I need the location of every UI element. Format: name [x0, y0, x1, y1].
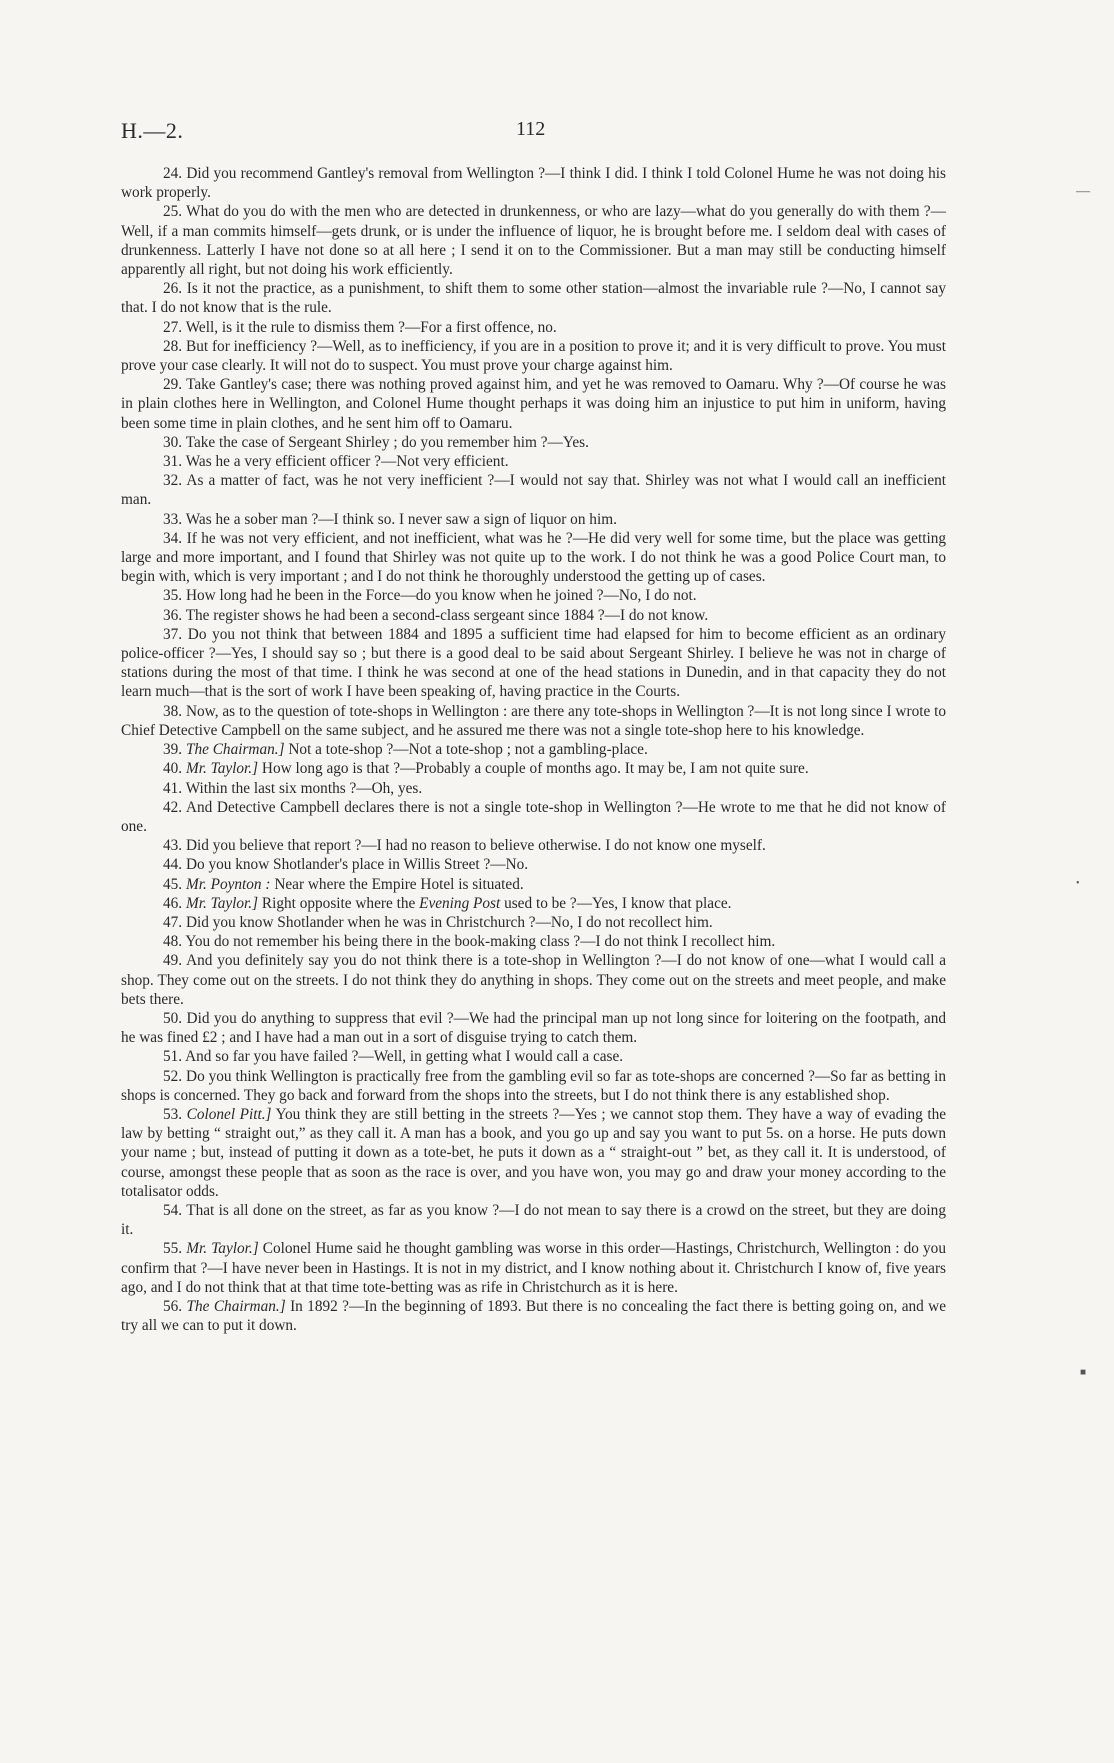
- testimony-paragraph: [121, 202, 946, 279]
- paragraph-text: Did you do anything to suppress that evil ?—We had the principal man up not long since for loitering on the footpath, and he was fined £2 ; and I have had a man out in a sort of disguise trying to catch them.: [121, 1009, 947, 1047]
- testimony-paragraph: [121, 855, 946, 874]
- testimony-paragraph: [121, 433, 946, 452]
- paragraph-text: Is it not the practice, as a punishment, to shift them to some other station—almost the invariable rule ?—No, I cannot say that. I do not know that is the rule.: [121, 280, 946, 317]
- testimony-paragraph: [121, 1297, 946, 1335]
- testimony-paragraph: [121, 702, 946, 740]
- question-number: 52.: [163, 1067, 183, 1085]
- speaker-name: Mr. Taylor.]: [185, 760, 259, 778]
- paragraph-text: Do you think Wellington is practically free from the gambling evil so far as tote-shops are concerned ?—So far as betting in shops is concerned. They go back and forward from the shops into the streets, but I do not think there is any established shop.: [121, 1067, 946, 1104]
- testimony-paragraph: [121, 452, 946, 471]
- paragraph-text: But for inefficiency ?—Well, as to inefficiency, if you are in a position to prove it; and it is very difficult to prove. You must prove your case clearly. It will not do to suspect. You must prove your charge against him.: [121, 337, 946, 375]
- italic-title: Evening Post: [419, 894, 501, 912]
- paragraph-text: Do you not think that between 1884 and 1895 a sufficient time had elapsed for him to become efficient as an ordinary police-officer ?—Yes, I should say so ; but there is a good deal to be said about Sergeant Shirley. I believe he was not in charge of stations during the most of that time. I think he was second at one of the head stations in Dunedin, and in that capacity they do not learn much—that is the sort of work I have been speaking of, having practice in the Courts.: [121, 625, 946, 701]
- testimony-paragraph: [121, 759, 946, 778]
- question-number: 33.: [163, 510, 183, 528]
- question-number: 54.: [163, 1201, 183, 1219]
- question-number: 31.: [163, 453, 183, 471]
- question-number: 46.: [163, 894, 183, 912]
- question-number: 42.: [163, 798, 183, 816]
- paragraph-text: You do not remember his being there in the book-making class ?—I do not think I recollect him.: [185, 933, 776, 951]
- paragraph-text: Did you know Shotlander when he was in Christchurch ?—No, I do not recollect him.: [185, 913, 713, 931]
- question-number: 49.: [163, 952, 183, 970]
- paragraph-text: As a matter of fact, was he not very inefficient ?—I would not say that. Shirley was not what I would call an inefficient man.: [121, 472, 947, 509]
- testimony-paragraph: [121, 625, 946, 702]
- question-number: 36.: [163, 606, 183, 624]
- question-number: 37.: [163, 625, 183, 643]
- margin-mark: •: [1076, 878, 1080, 889]
- paragraph-text: In 1892 ?—In the beginning of 1893. But there is no concealing the fact there is betting going on, and we try all we can to put it down.: [121, 1297, 947, 1335]
- question-number: 38.: [163, 702, 183, 720]
- testimony-paragraph: [121, 951, 946, 1009]
- speaker-name: Colonel Pitt.]: [186, 1105, 272, 1123]
- question-number: 25.: [163, 203, 183, 221]
- paragraph-text: Was he a very efficient officer ?—Not very efficient.: [185, 453, 509, 471]
- question-number: 34.: [163, 529, 183, 547]
- question-number: 51.: [163, 1048, 183, 1066]
- question-number: 55.: [163, 1240, 183, 1258]
- testimony-paragraph: [121, 279, 946, 317]
- speaker-name: Mr. Taylor.]: [186, 1240, 259, 1258]
- question-number: 41.: [163, 779, 183, 797]
- testimony-paragraph: [121, 875, 946, 894]
- testimony-paragraph: [121, 318, 946, 337]
- paragraph-text: And so far you have failed ?—Well, in getting what I would call a case.: [185, 1048, 624, 1066]
- testimony-paragraph: [121, 337, 946, 375]
- testimony-paragraph: [121, 798, 946, 836]
- testimony-paragraph: [121, 779, 946, 798]
- speaker-name: The Chairman.]: [186, 1297, 286, 1315]
- paragraph-text: Now, as to the question of tote-shops in Wellington : are there any tote-shops in Wellington ?—It is not long since I wrote to Chief Detective Campbell on the same subject, and he assured me there was not a single tote-shop here to his knowledge.: [121, 702, 946, 739]
- paragraph-text: Take the case of Sergeant Shirley ; do you remember him ?—Yes.: [185, 433, 589, 451]
- testimony-paragraph: [121, 606, 946, 625]
- paragraph-text: Not a tote-shop ?—Not a tote-shop ; not a gambling-place.: [288, 741, 648, 759]
- testimony-paragraph: [121, 1239, 946, 1297]
- testimony-paragraph: [121, 894, 946, 913]
- paragraph-text: Within the last six months ?—Oh, yes.: [185, 779, 423, 797]
- paragraph-text: Well, is it the rule to dismiss them ?—For a first offence, no.: [185, 318, 557, 336]
- question-number: 35.: [163, 587, 183, 605]
- question-number: 56.: [163, 1297, 183, 1315]
- question-number: 47.: [163, 913, 183, 931]
- testimony-paragraph: [121, 586, 946, 605]
- testimony-paragraph: [121, 510, 946, 529]
- testimony-paragraph: [121, 1067, 946, 1105]
- question-number: 30.: [163, 433, 183, 451]
- margin-mark: ■: [1080, 1367, 1087, 1378]
- testimony-body: [121, 164, 946, 1335]
- paragraph-text: Do you know Shotlander's place in Willis Street ?—No.: [185, 856, 529, 874]
- question-number: 45.: [163, 875, 183, 893]
- paragraph-text: And Detective Campbell declares there is not a single tote-shop in Wellington ?—He wrote to me that he did not know of one.: [121, 798, 946, 835]
- testimony-paragraph: [121, 836, 946, 855]
- question-number: 28.: [163, 337, 183, 355]
- paragraph-text: What do you do with the men who are detected in drunkenness, or who are lazy—what do you generally do with them ?—Well, if a man commits himself—gets drunk, or is under the influence of liquor, he is brought before me. I seldom deal with cases of drunkenness. Latterly I have not done so at all here ; I send it on to the Commissioner. But a man may still be conducting himself apparently all right, but not doing his work efficiently.: [121, 203, 946, 279]
- paragraph-text: That is all done on the street, as far as you know ?—I do not mean to say there is a crowd on the street, but they are doing it.: [121, 1201, 946, 1239]
- margin-mark: —: [1076, 184, 1090, 199]
- question-number: 44.: [163, 856, 183, 874]
- question-number: 26.: [163, 280, 183, 298]
- question-number: 32.: [163, 472, 183, 490]
- testimony-paragraph: [121, 164, 946, 202]
- paragraph-text: Did you recommend Gantley's removal from Wellington ?—I think I did. I think I told Colonel Hume he was not doing his work properly.: [121, 165, 946, 202]
- paragraph-text: The register shows he had been a second-class sergeant since 1884 ?—I do not know.: [185, 606, 709, 624]
- paragraph-text: Right opposite where the: [261, 894, 420, 912]
- paragraph-text: You think they are still betting in the streets ?—Yes ; we cannot stop them. They have a way of evading the law by betting “ straight out,” as they call it. A man has a book, and you go up and say you want to put 5s. on a horse. He puts down your name ; but, instead of putting it down as a tote-bet, he puts it down as a “ straight-out ” bet, as they call it. It is understood, of course, amongst these people that as soon as the race is over, and you have won, you may go and draw your money according to the totalisator odds.: [121, 1105, 947, 1200]
- testimony-paragraph: [121, 529, 946, 587]
- testimony-paragraph: [121, 1009, 946, 1047]
- question-number: 43.: [163, 837, 183, 855]
- paragraph-text: Near where the Empire Hotel is situated.: [274, 875, 524, 893]
- question-number: 39.: [163, 741, 183, 759]
- testimony-paragraph: [121, 375, 946, 433]
- question-number: 50.: [163, 1009, 183, 1027]
- paragraph-text: used to be ?—Yes, I know that place.: [500, 894, 732, 912]
- question-number: 24.: [163, 165, 183, 182]
- testimony-paragraph: [121, 932, 946, 951]
- testimony-paragraph: [121, 740, 946, 759]
- paragraph-text: How long ago is that ?—Probably a couple of months ago. It may be, I am not quite sure.: [261, 760, 809, 778]
- question-number: 53.: [163, 1105, 183, 1123]
- paragraph-text: If he was not very efficient, and not inefficient, what was he ?—He did very well for some time, but the place was getting large and more important, and I found that Shirley was not quite up to the work. I do not think he was a good Police Court man, to begin with, which is very important ; and I do not think he thoroughly understood the getting up of cases.: [121, 529, 947, 586]
- paragraph-text: Colonel Hume said he thought gambling was worse in this order—Hastings, Christchurch, Wellington : do you confirm that ?—I have never been in Hastings. It is not in my district, and I know nothing about it. Christchurch I know of, five years ago, and I do not think that at that time tote-betting was as rife in Christchurch as it is here.: [121, 1240, 946, 1296]
- paragraph-text: Did you believe that report ?—I had no reason to believe otherwise. I do not know one myself.: [185, 837, 766, 855]
- testimony-paragraph: [121, 1047, 946, 1066]
- paragraph-text: How long had he been in the Force—do you know when he joined ?—No, I do not.: [185, 587, 697, 605]
- testimony-paragraph: [121, 1201, 946, 1239]
- paragraph-text: Take Gantley's case; there was nothing proved against him, and yet he was removed to Oamaru. Why ?—Of course he was in plain clothes here in Wellington, and Colonel Hume thought perhaps it was doing him an injustice to put him in uniform, having been some time in plain clothes, and he sent him off to Oamaru.: [121, 376, 946, 432]
- paragraph-text: Was he a sober man ?—I think so. I never saw a sign of liquor on him.: [185, 510, 617, 528]
- question-number: 29.: [163, 376, 183, 394]
- document-reference: H.—2.: [121, 118, 184, 143]
- testimony-paragraph: [121, 1105, 946, 1201]
- page-number: 112: [516, 118, 546, 140]
- question-number: 40.: [163, 760, 183, 778]
- testimony-paragraph: [121, 471, 946, 509]
- page-header: [121, 118, 946, 148]
- speaker-name: Mr. Poynton :: [185, 875, 271, 893]
- question-number: 27.: [163, 318, 183, 336]
- paragraph-text: And you definitely say you do not think there is a tote-shop in Wellington ?—I do not know of one—what I would call a shop. They come out on the streets. I do not think they do anything in shops. They come out on the streets and meet people, and make bets there.: [121, 952, 946, 1008]
- speaker-name: The Chairman.]: [185, 741, 285, 759]
- speaker-name: Mr. Taylor.]: [185, 894, 259, 912]
- question-number: 48.: [163, 933, 183, 951]
- testimony-paragraph: [121, 913, 946, 932]
